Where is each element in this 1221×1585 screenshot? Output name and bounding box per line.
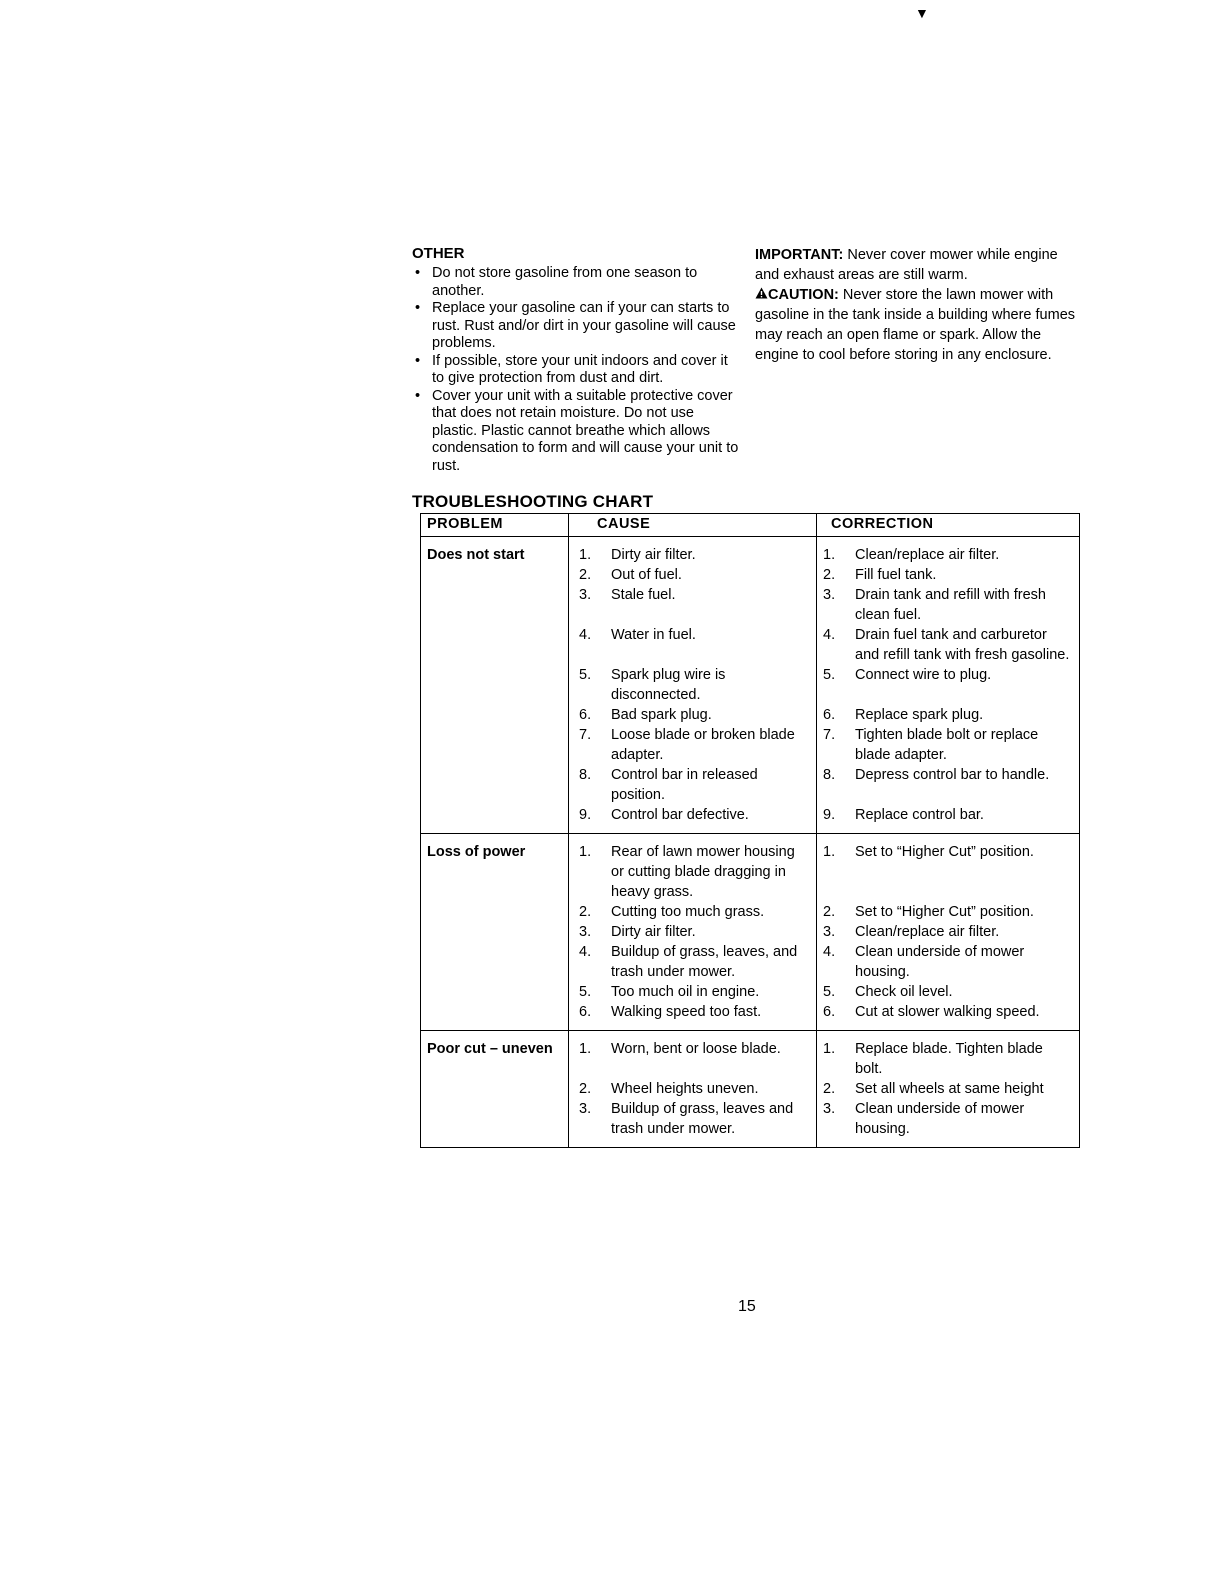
item-text: Dirty air filter.: [611, 924, 696, 940]
item-text: Clean underside of mower housing.: [855, 944, 1025, 980]
list-item: [575, 545, 810, 565]
list-item: [823, 805, 1073, 825]
item-number: 2.: [823, 904, 836, 920]
table-row: [421, 537, 1080, 834]
item-number: 1.: [579, 844, 592, 860]
item-number: 9.: [579, 807, 592, 823]
list-item: [575, 1002, 810, 1022]
item-number: 2.: [823, 567, 836, 583]
item-text: Replace blade. Tighten blade bolt.: [855, 1041, 1043, 1077]
list-item: [575, 1099, 810, 1139]
problem-cell: Loss of power: [421, 834, 569, 1031]
item-number: 3.: [823, 924, 836, 940]
item-number: 4.: [823, 944, 836, 960]
item-text: Connect wire to plug.: [855, 667, 992, 683]
item-text: Clean underside of mower housing.: [855, 1101, 1025, 1137]
item-text: Clean/replace air filter.: [855, 547, 1000, 563]
table-header-row: [421, 514, 1080, 537]
table-row: [421, 834, 1080, 1031]
caution-label: CAUTION:: [768, 287, 839, 303]
list-item: [823, 765, 1073, 805]
item-text: Buildup of grass, leaves and trash under mower.: [611, 1101, 794, 1137]
list-item: [575, 665, 810, 705]
important-note: [755, 245, 1080, 285]
list-item: [575, 705, 810, 725]
item-number: 8.: [579, 767, 592, 783]
list-item: [823, 1002, 1073, 1022]
other-bullet: • Replace your gasoline can if your can starts to rust. Rust and/or dirt in your gasoline will cause problems.: [412, 300, 742, 353]
storage-notes: [755, 245, 1080, 365]
item-number: 2.: [579, 567, 592, 583]
other-bullet: • If possible, store your unit indoors and cover it to give protection from dust and dirt.: [412, 353, 742, 388]
correction-list: [823, 1039, 1073, 1139]
warning-triangle-icon: [755, 285, 768, 305]
other-bullet: • Do not store gasoline from one season to another.: [412, 265, 742, 300]
item-text: Set to “Higher Cut” position.: [855, 844, 1034, 860]
item-text: Control bar in released position.: [611, 767, 758, 803]
item-text: Set all wheels at same height: [855, 1081, 1044, 1097]
item-number: 5.: [823, 984, 836, 1000]
item-number: 6.: [823, 707, 836, 723]
item-text: Water in fuel.: [611, 627, 696, 643]
list-item: [823, 922, 1073, 942]
item-text: Too much oil in engine.: [611, 984, 760, 1000]
list-item: [575, 765, 810, 805]
caution-note: [755, 285, 1080, 365]
list-item: [823, 1039, 1073, 1079]
item-number: 1.: [823, 547, 836, 563]
correction-header: CORRECTION: [817, 514, 1080, 537]
item-text: Wheel heights uneven.: [611, 1081, 759, 1097]
item-text: Set to “Higher Cut” position.: [855, 904, 1034, 920]
problem-header: PROBLEM: [421, 514, 569, 537]
list-item: [575, 942, 810, 982]
item-text: Out of fuel.: [611, 567, 682, 583]
caution-text: Never store the lawn mower with gasoline in the tank inside a building where fumes may reach an open flame or spark. Allow the engine to cool before storing in any enclosure.: [755, 287, 1076, 363]
item-text: Loose blade or broken blade adapter.: [611, 727, 795, 763]
item-text: Stale fuel.: [611, 587, 676, 603]
correction-cell: [817, 537, 1080, 834]
item-number: 9.: [823, 807, 836, 823]
item-number: 5.: [823, 667, 836, 683]
important-label: IMPORTANT:: [755, 247, 844, 263]
list-item: [575, 922, 810, 942]
list-item: [575, 982, 810, 1002]
item-number: 6.: [579, 1004, 592, 1020]
item-number: 3.: [823, 587, 836, 603]
item-text: Spark plug wire is disconnected.: [611, 667, 726, 703]
item-text: Fill fuel tank.: [855, 567, 937, 583]
item-text: Walking speed too fast.: [611, 1004, 762, 1020]
item-text: Buildup of grass, leaves, and trash under mower.: [611, 944, 798, 980]
item-text: Clean/replace air filter.: [855, 924, 1000, 940]
list-item: [575, 1079, 810, 1099]
list-item: [823, 842, 1073, 902]
list-item: [575, 805, 810, 825]
correction-list: [823, 842, 1073, 1022]
list-item: [823, 725, 1073, 765]
item-text: Cut at slower walking speed.: [855, 1004, 1040, 1020]
item-number: 5.: [579, 667, 592, 683]
troubleshooting-table: [420, 513, 1080, 1148]
cause-header: CAUSE: [569, 514, 817, 537]
item-number: 1.: [823, 1041, 836, 1057]
list-item: [575, 625, 810, 665]
correction-list: [823, 545, 1073, 825]
cause-cell: [569, 537, 817, 834]
cause-cell: [569, 1031, 817, 1148]
list-item: [823, 585, 1073, 625]
list-item: [575, 1039, 810, 1079]
item-number: 6.: [579, 707, 592, 723]
item-number: 1.: [823, 844, 836, 860]
item-number: 3.: [579, 1101, 592, 1117]
list-item: [575, 842, 810, 902]
list-item: [823, 545, 1073, 565]
item-number: 4.: [823, 627, 836, 643]
other-section: [412, 245, 742, 475]
other-heading: OTHER: [412, 245, 465, 262]
cause-cell: [569, 834, 817, 1031]
item-text: Drain tank and refill with fresh clean fuel.: [855, 587, 1046, 623]
list-item: [823, 982, 1073, 1002]
other-bullet: • Cover your unit with a suitable protective cover that does not retain moisture. Do not use plastic. Plastic cannot breathe which allows condensation to form and will cause your unit to rust.: [412, 388, 742, 476]
list-item: [575, 565, 810, 585]
correction-cell: [817, 834, 1080, 1031]
item-number: 2.: [579, 1081, 592, 1097]
correction-cell: [817, 1031, 1080, 1148]
list-item: [575, 585, 810, 625]
cause-list: [575, 1039, 810, 1139]
item-number: 5.: [579, 984, 592, 1000]
list-item: [823, 1079, 1073, 1099]
item-number: 3.: [579, 924, 592, 940]
corner-mark: ▼: [915, 5, 929, 21]
list-item: [575, 902, 810, 922]
item-number: 3.: [579, 587, 592, 603]
item-text: Replace spark plug.: [855, 707, 984, 723]
item-text: Tighten blade bolt or replace blade adapter.: [855, 727, 1039, 763]
item-number: 4.: [579, 944, 592, 960]
item-text: Drain fuel tank and carburetor and refill tank with fresh gasoline.: [855, 627, 1070, 663]
item-text: Cutting too much grass.: [611, 904, 765, 920]
list-item: [575, 725, 810, 765]
item-text: Control bar defective.: [611, 807, 749, 823]
list-item: [823, 625, 1073, 665]
item-text: Depress control bar to handle.: [855, 767, 1050, 783]
list-item: [823, 1099, 1073, 1139]
item-number: 3.: [823, 1101, 836, 1117]
item-number: 4.: [579, 627, 592, 643]
list-item: [823, 665, 1073, 705]
item-number: 1.: [579, 547, 592, 563]
table-row: [421, 1031, 1080, 1148]
page-number: 15: [738, 1298, 756, 1315]
troubleshooting-chart-title: TROUBLESHOOTING CHART: [412, 492, 654, 511]
item-text: Worn, bent or loose blade.: [611, 1041, 781, 1057]
item-number: 2.: [823, 1081, 836, 1097]
item-text: Rear of lawn mower housing or cutting blade dragging in heavy grass.: [611, 844, 795, 900]
item-number: 2.: [579, 904, 592, 920]
list-item: [823, 942, 1073, 982]
item-number: 6.: [823, 1004, 836, 1020]
cause-list: [575, 842, 810, 1022]
important-text: Never cover mower while engine and exhaust areas are still warm.: [755, 247, 1058, 283]
item-text: Dirty air filter.: [611, 547, 696, 563]
item-number: 7.: [823, 727, 836, 743]
list-item: [823, 565, 1073, 585]
list-item: [823, 902, 1073, 922]
item-number: 7.: [579, 727, 592, 743]
item-text: Check oil level.: [855, 984, 953, 1000]
cause-list: [575, 545, 810, 825]
list-item: [823, 705, 1073, 725]
problem-cell: Poor cut – uneven: [421, 1031, 569, 1148]
item-text: Bad spark plug.: [611, 707, 712, 723]
item-number: 1.: [579, 1041, 592, 1057]
problem-cell: Does not start: [421, 537, 569, 834]
item-text: Replace control bar.: [855, 807, 984, 823]
other-bullet-list: [412, 265, 742, 475]
item-number: 8.: [823, 767, 836, 783]
